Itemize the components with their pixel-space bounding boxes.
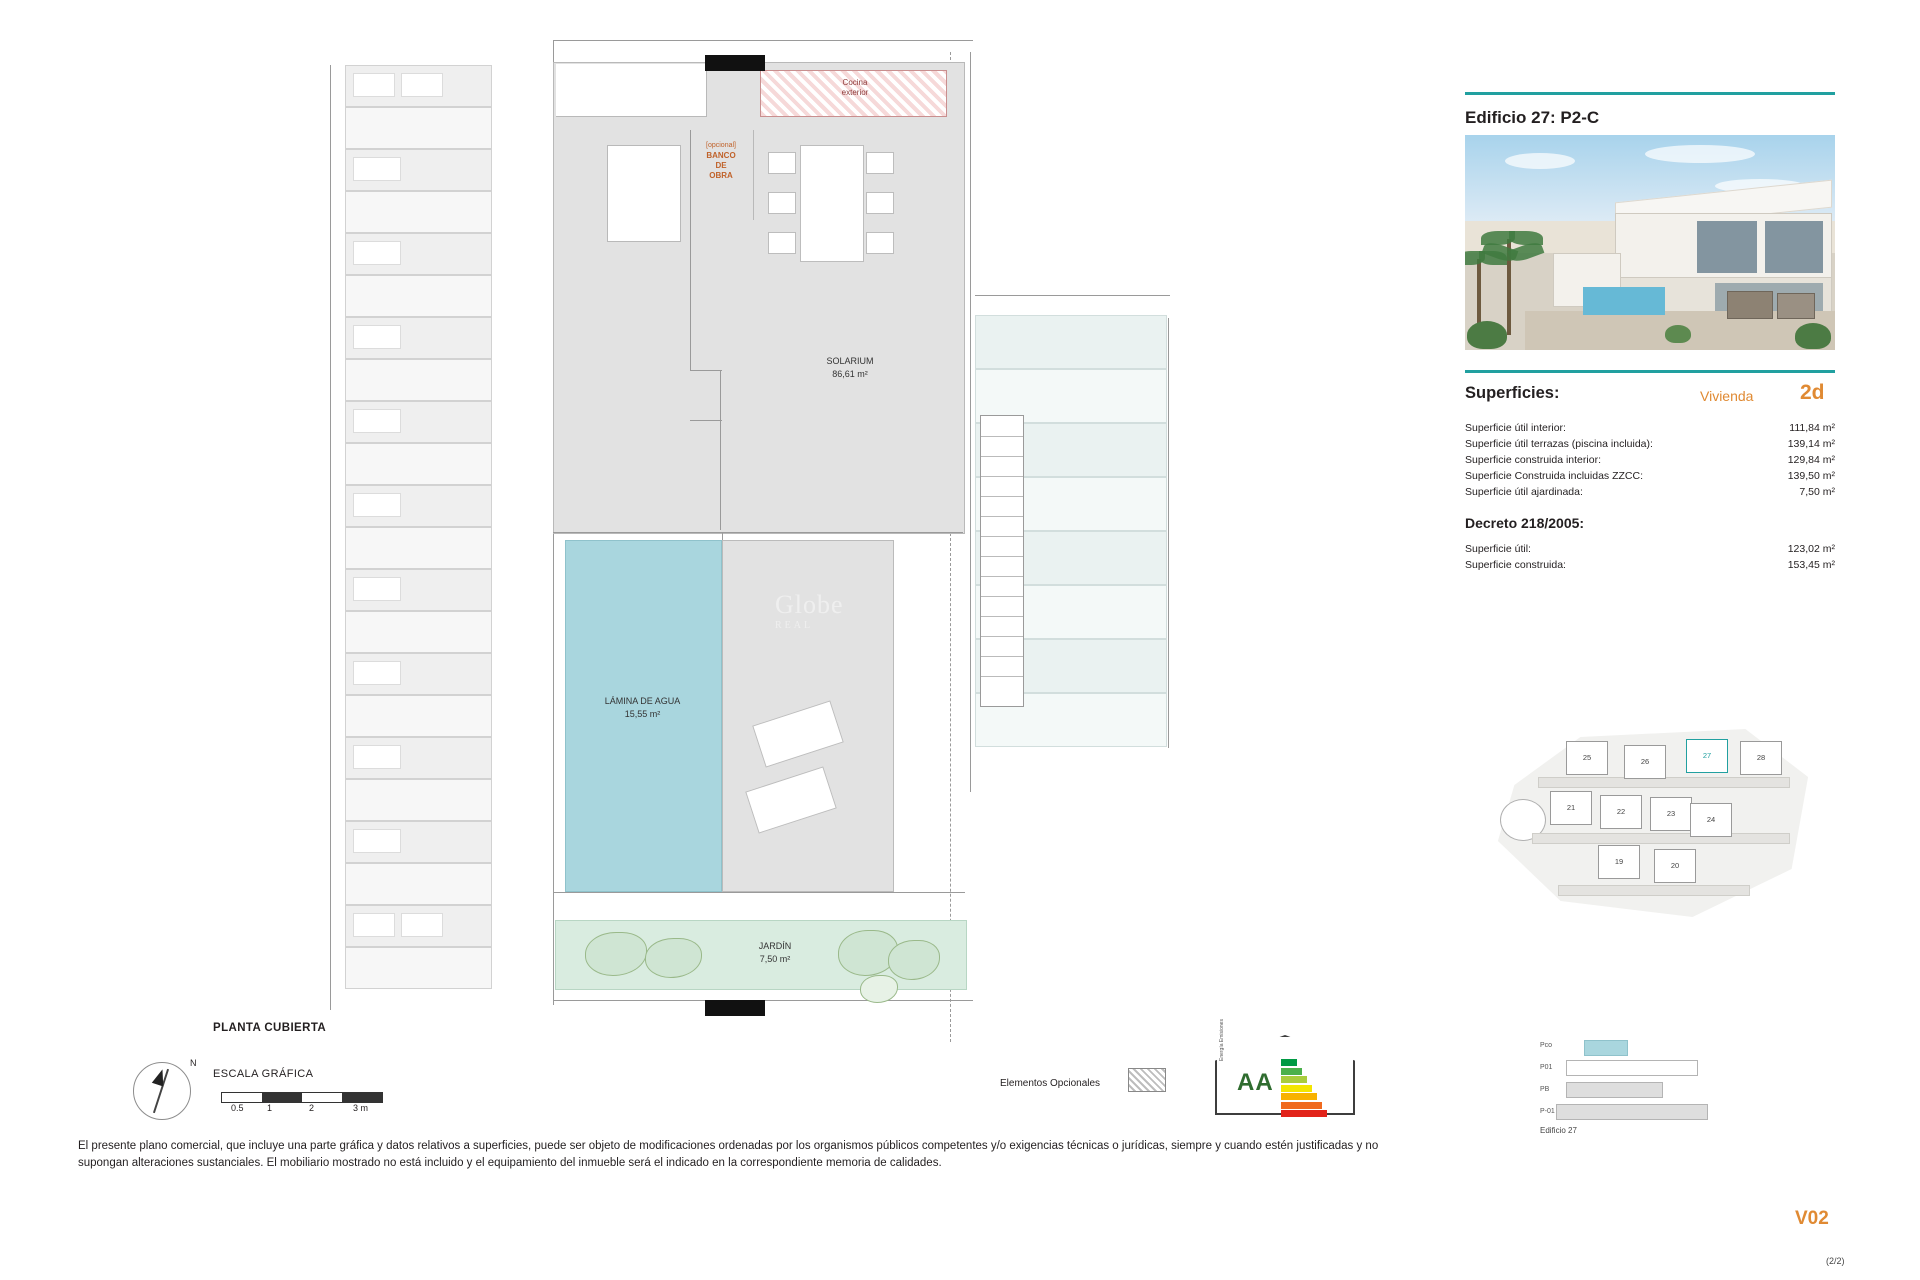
level-label-pco: Pco (1540, 1042, 1553, 1049)
scale-tick-2: 2 (309, 1103, 315, 1113)
surface-label: Superficie útil interior: (1465, 422, 1566, 434)
garden-name: JARDÍN (758, 941, 792, 951)
pool-name: LÁMINA DE AGUA (604, 696, 681, 706)
optional-elements-label: Elementos Opcionales (1000, 1078, 1101, 1089)
bench-line1: BANCO (706, 150, 736, 160)
surface-row (1465, 420, 1835, 436)
right-boundary-line-2 (975, 295, 1170, 296)
partition (720, 370, 721, 530)
decree-value: 123,02 m² (1787, 543, 1835, 555)
plan-title: PLANTA CUBIERTA (213, 1022, 327, 1034)
scale-title: ESCALA GRÁFICA (213, 1068, 314, 1080)
optional-elements-swatch (1128, 1068, 1166, 1092)
dwelling-type: 2d (1800, 381, 1825, 404)
decree-title: Decreto 218/2005: (1465, 515, 1585, 531)
bench-optional-tag: [opcional] (706, 142, 736, 149)
level-bar-pm01 (1556, 1104, 1708, 1120)
outdoor-kitchen-line1: Cocina (842, 78, 868, 87)
site-plot-26[interactable]: 26 (1624, 745, 1666, 779)
surface-value: 111,84 m² (1789, 422, 1835, 434)
site-plot-22[interactable]: 22 (1600, 795, 1642, 829)
pool-area: 15,55 m² (624, 709, 661, 720)
decree-label: Superficie útil: (1465, 543, 1531, 555)
scale-bar (221, 1092, 383, 1103)
site-road (1558, 885, 1750, 896)
right-boundary-line (1168, 318, 1169, 748)
chair (768, 232, 796, 254)
surface-row (1465, 468, 1835, 484)
site-road (1532, 833, 1790, 844)
level-bar-p01 (1566, 1060, 1698, 1076)
solarium-label (790, 355, 910, 381)
levels-caption: Edificio 27 (1540, 1126, 1577, 1135)
stair-run (980, 415, 1024, 707)
level-label-pb: PB (1540, 1086, 1550, 1093)
surface-value: 139,14 m² (1787, 438, 1835, 450)
compass-north-label: N (190, 1058, 197, 1068)
dining-table (800, 145, 864, 262)
bench-line3: OBRA (709, 170, 733, 180)
plot-edge-right (970, 52, 971, 792)
chair (866, 152, 894, 174)
scale-tick-3: 3 m (353, 1103, 369, 1113)
surface-label: Superficie útil terrazas (piscina incluida): (1465, 438, 1653, 450)
partition (690, 370, 722, 371)
surface-value: 129,84 m² (1787, 454, 1835, 466)
plot-edge-top (553, 40, 973, 41)
site-plot-23[interactable]: 23 (1650, 797, 1692, 831)
partition (553, 892, 965, 893)
decree-list (1465, 541, 1835, 573)
partition (553, 532, 963, 533)
neighbour-units-left (345, 65, 490, 1010)
structural-wall (705, 1000, 765, 1016)
solarium-area (553, 62, 965, 534)
chair (866, 232, 894, 254)
outdoor-kitchen-line2: exterior (841, 88, 869, 97)
dwelling-label: Vivienda (1700, 388, 1754, 404)
site-plot-27[interactable]: 27 (1686, 739, 1728, 773)
surfaces-list (1465, 420, 1835, 500)
building-render-image (1465, 135, 1835, 350)
decree-row (1465, 557, 1835, 573)
outdoor-kitchen-label (800, 78, 910, 98)
version-code: V02 (1795, 1208, 1829, 1229)
watermark-subtext: REAL (775, 620, 814, 631)
bench-label (688, 140, 754, 181)
decree-label: Superficie construida: (1465, 559, 1566, 571)
surface-value: 7,50 m² (1799, 486, 1835, 498)
surface-label: Superficie construida interior: (1465, 454, 1601, 466)
partition (690, 130, 691, 370)
surface-row (1465, 452, 1835, 468)
compass-icon (133, 1062, 191, 1120)
surface-label: Superficie Construida incluidas ZZCC: (1465, 470, 1643, 482)
energy-side-text: Energía Emisiones (1219, 1019, 1225, 1061)
energy-rating-badge (1215, 1019, 1355, 1115)
solarium-area: 86,61 m² (832, 369, 868, 380)
solarium-name: SOLARIUM (826, 356, 874, 366)
energy-rating-letters: AA (1237, 1069, 1274, 1096)
bench-line2: DE (715, 160, 727, 170)
site-plot-19[interactable]: 19 (1598, 845, 1640, 879)
site-plot-21[interactable]: 21 (1550, 791, 1592, 825)
shrub (860, 975, 898, 1003)
render-pool (1583, 287, 1665, 315)
roof-hatch-rect (607, 145, 681, 242)
energy-scale-bars (1281, 1059, 1327, 1119)
decree-row (1465, 541, 1835, 557)
solarium-void (556, 64, 707, 117)
scale-tick-1: 1 (267, 1103, 273, 1113)
level-bar-pco (1584, 1040, 1628, 1056)
scale-tick-0: 0.5 (231, 1103, 244, 1113)
partition (690, 420, 722, 421)
site-plot-24[interactable]: 24 (1690, 803, 1732, 837)
pool-label (565, 695, 720, 721)
chair (866, 192, 894, 214)
site-map (1478, 715, 1828, 935)
page-number: (2/2) (1826, 1256, 1845, 1266)
surface-value: 139,50 m² (1787, 470, 1835, 482)
surface-row (1465, 436, 1835, 452)
watermark (775, 590, 844, 631)
garden-label (700, 940, 850, 966)
levels-diagram (1540, 1042, 1800, 1134)
surface-row (1465, 484, 1835, 500)
level-label-p01: P01 (1540, 1064, 1553, 1071)
site-plot-20[interactable]: 20 (1654, 849, 1696, 883)
building-title: Edificio 27: P2-C (1465, 108, 1600, 127)
panel-mid-rule (1465, 370, 1835, 373)
decree-value: 153,45 m² (1787, 559, 1835, 571)
level-bar-pb (1566, 1082, 1663, 1098)
chair (768, 152, 796, 174)
surfaces-title: Superficies: (1465, 384, 1560, 402)
legal-disclaimer: El presente plano comercial, que incluye una parte gráfica y datos relativos a superficies, puede ser objeto de modificaciones ordenadas por los organismos públicos competentes y/o exigencias técnicas o jurídicas, siempre y cuando estén justificadas y no supongan alteraciones sustanciales. El mobiliario mostrado no está incluido y el equipamiento del inmueble será el indicado en la correspondiente memoria de calidades. (78, 1140, 1379, 1170)
site-plot-25[interactable]: 25 (1566, 741, 1608, 775)
panel-top-rule (1465, 92, 1835, 95)
level-label-pm01: P-01 (1540, 1108, 1555, 1115)
site-plot-28[interactable]: 28 (1740, 741, 1782, 775)
garden-area: 7,50 m² (759, 954, 791, 965)
chair (768, 192, 796, 214)
watermark-text: Globe (775, 590, 844, 619)
structural-wall (705, 55, 765, 71)
surface-label: Superficie útil ajardinada: (1465, 486, 1583, 498)
